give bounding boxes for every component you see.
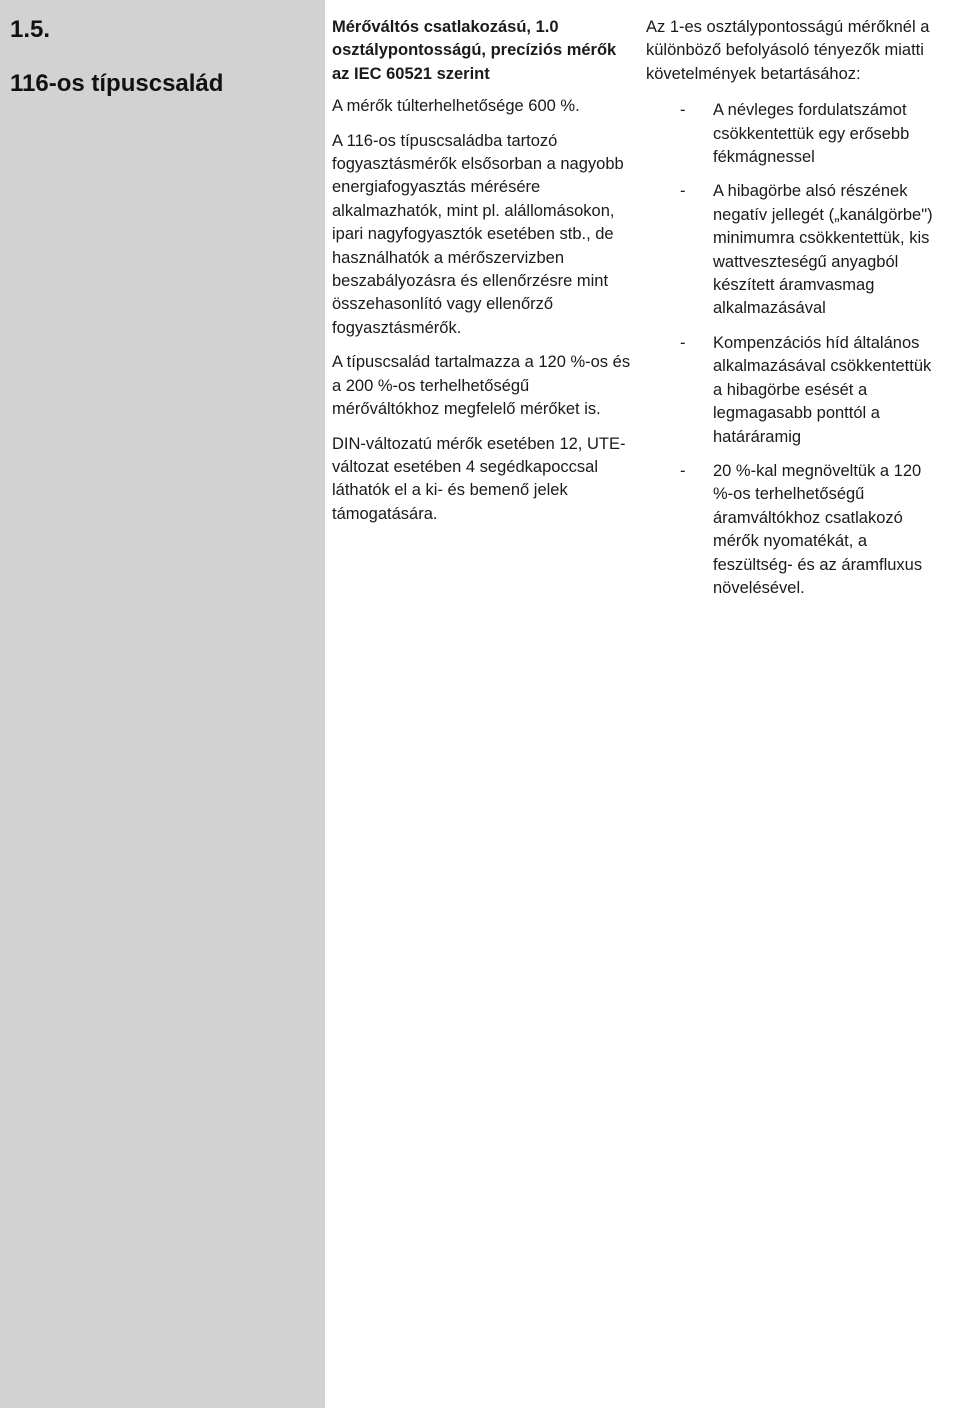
paragraph-overload: A mérők túlterhelhetősége 600 %. bbox=[332, 97, 580, 116]
list-item bbox=[646, 180, 942, 320]
list-item-text: A hibagörbe alsó részének negatív jellegét („kanálgörbe") minimumra csökkentettük, kis wattveszteségű anyagból készített áramvasmag alkalmazásával bbox=[713, 182, 933, 318]
bullet-dash: - bbox=[680, 182, 686, 201]
list-item bbox=[646, 332, 942, 449]
bullet-dash: - bbox=[680, 101, 686, 120]
paragraph-family-contents: A típuscsalád tartalmazza a 120 %-os és a 200 %-os terhelhetőségű mérőváltókhoz megfelelő mérőket is. bbox=[332, 353, 631, 419]
bullet-dash: - bbox=[680, 461, 686, 480]
list-item-text: Kompenzációs híd általános alkalmazásával csökkentettük a hibagörbe esését a legmagasabb ponttól a határáramig bbox=[713, 333, 932, 446]
paragraph-usage: A 116-os típuscsaládba tartozó fogyasztásmérők elsősorban a nagyobb energiafogyasztás mérésére alkalmazhatók, mint pl. alállomásokon, ipari nagyfogyasztók esetében stb., de használhatók a mérőszervizben beszabályozásra és ellenőrzésre mint összehasonlító vagy ellenőrző fogyasztásmérők. bbox=[332, 131, 624, 337]
requirements-list bbox=[646, 99, 942, 600]
paragraph-terminals: DIN-változatú mérők esetében 12, UTE-változat esetében 4 segédkapoccsal láthatók el a ki- és bemenő jelek támogatására. bbox=[332, 434, 626, 523]
section-number: 1.5. bbox=[10, 16, 51, 43]
requirements-column bbox=[646, 16, 942, 611]
list-item-text: A névleges fordulatszámot csökkentettük egy erősebb fékmágnessel bbox=[713, 101, 910, 167]
section-sidebar bbox=[0, 0, 325, 1408]
subsection-heading: Mérőváltós csatlakozású, 1.0 osztálypontosságú, precíziós mérők az IEC 60521 szerint bbox=[332, 18, 617, 83]
bullet-dash: - bbox=[680, 333, 686, 352]
list-item bbox=[646, 460, 942, 600]
list-item-text: 20 %-kal megnöveltük a 120 %-os terhelhetőségű áramváltókhoz csatlakozó mérők nyomatékát, a feszültség- és az áramfluxus növelésével. bbox=[713, 461, 923, 597]
list-item bbox=[646, 99, 942, 169]
main-text-column bbox=[332, 16, 632, 537]
section-title: 116-os típuscsalád bbox=[10, 70, 224, 97]
requirements-intro: Az 1-es osztálypontosságú mérőknél a különböző befolyásoló tényezők miatti követelmények betartásához: bbox=[646, 18, 930, 83]
